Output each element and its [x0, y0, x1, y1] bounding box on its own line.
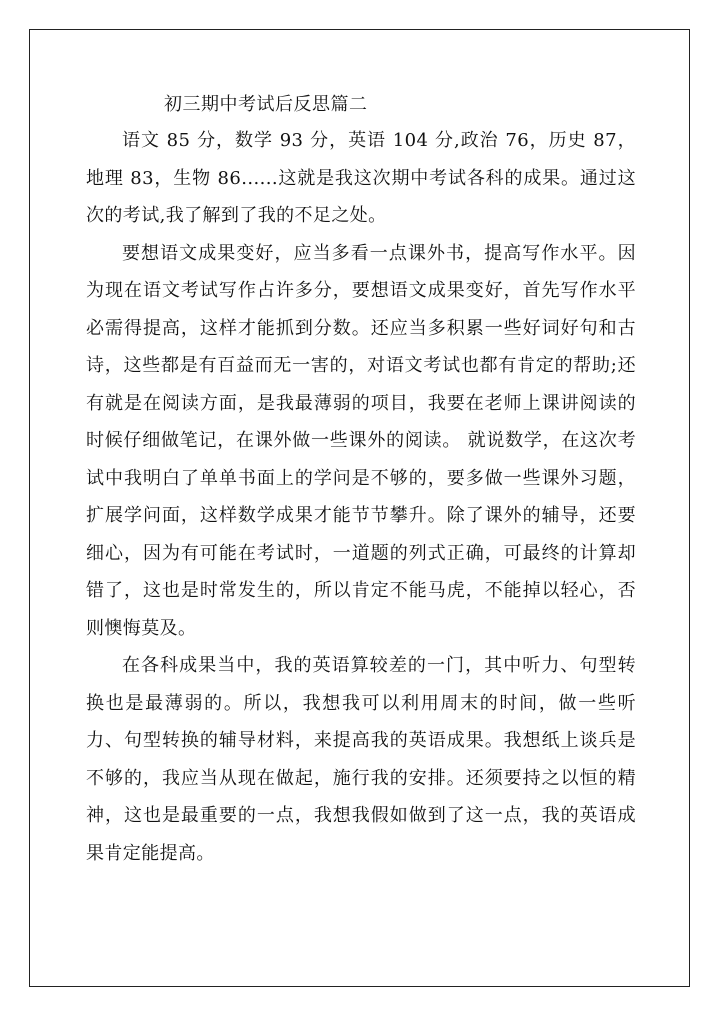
- paragraph-scores: 语文 85 分，数学 93 分，英语 104 分,政治 76，历史 87，地理 83，生物 86......这就是我这次期中考试各科的成果。通过这次的考试,我了解到了我的不足之处。: [86, 130, 636, 226]
- document-body: [86, 88, 636, 872]
- paragraph-chinese-math: 要想语文成果变好，应当多看一点课外书，提高写作水平。因为现在语文考试写作占许多分，要想语文成果变好，首先写作水平必需得提高，这样才能抓到分数。还应当多积累一些好词好句和古诗，这些都是有百益而无一害的，对语文考试也都有肯定的帮助;还有就是在阅读方面，是我最薄弱的项目，我要在老师上课讲阅读的时候仔细做笔记，在课外做一些课外的阅读。 就说数学，在这次考试中我明白了单单书面上的学问是不够的，要多做一些课外习题，扩展学问面，这样数学成果才能节节攀升。除了课外的辅导，还要细心，因为有可能在考试时，一道题的列式正确，可最终的计算却错了，这也是时常发生的，所以肯定不能马虎，不能掉以轻心，否则懊悔莫及。: [86, 242, 636, 639]
- paragraph-english: 在各科成果当中，我的英语算较差的一门，其中听力、句型转换也是最薄弱的。所以，我想我可以利用周末的时间，做一些听力、句型转换的辅导材料，来提高我的英语成果。我想纸上谈兵是不够的，我应当从现在做起，施行我的安排。还须要持之以恒的精神，这也是最重要的一点，我想我假如做到了这一点，我的英语成果肯定能提高。: [86, 655, 636, 864]
- document-title: 初三期中考试后反思篇二: [164, 94, 368, 115]
